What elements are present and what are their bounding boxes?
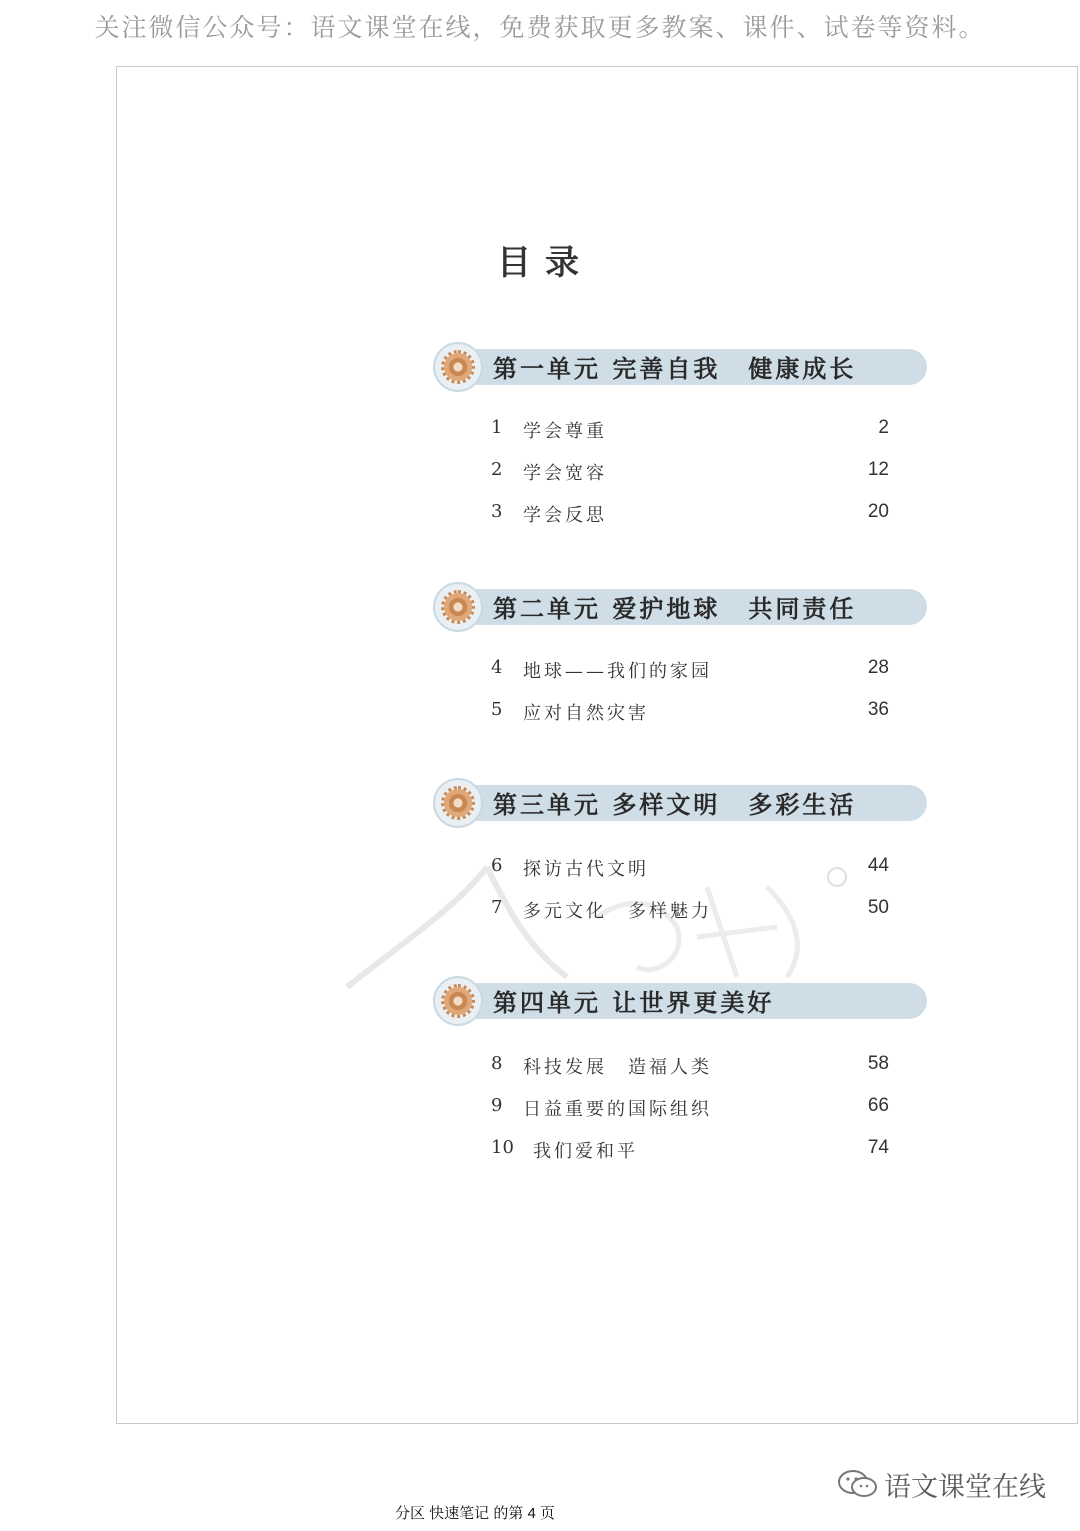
lesson-number: 4 (491, 657, 503, 678)
toc-entry[interactable] (491, 657, 889, 687)
toc-entry[interactable] (491, 855, 889, 885)
lesson-page: 28 (867, 657, 889, 678)
page-title: 目录 (497, 243, 593, 283)
toc-entry[interactable] (491, 459, 889, 489)
flower-emblem-icon (433, 342, 483, 392)
lesson-number: 5 (491, 699, 503, 720)
brand-badge (836, 1466, 1046, 1502)
lesson-number: 2 (491, 459, 503, 480)
toc-entry[interactable] (491, 1053, 889, 1083)
lesson-page: 44 (867, 855, 889, 876)
lesson-page: 66 (867, 1095, 889, 1116)
lesson-number: 9 (491, 1095, 503, 1116)
unit-header (433, 345, 927, 393)
footer-page-label: 分区 快速笔记 的第 4 页 (395, 1505, 556, 1522)
lesson-name: 应对自然灾害 (523, 703, 649, 724)
lesson-name: 地球——我们的家园 (523, 661, 712, 682)
lesson-number: 1 (491, 417, 503, 438)
unit-header (433, 781, 927, 829)
lesson-name: 学会反思 (523, 505, 607, 526)
unit-title: 第一单元 完善自我 健康成长 (493, 354, 857, 383)
top-banner: 关注微信公众号：语文课堂在线，免费获取更多教案、课件、试卷等资料。 (94, 13, 986, 42)
lesson-number: 3 (491, 501, 503, 522)
lesson-page: 50 (867, 897, 889, 918)
lesson-number: 8 (491, 1053, 503, 1074)
lesson-page: 2 (878, 417, 889, 438)
toc-entry[interactable] (491, 1095, 889, 1125)
lesson-name: 探访古代文明 (523, 859, 649, 880)
lesson-number: 10 (491, 1137, 514, 1158)
lesson-page: 74 (867, 1137, 889, 1158)
toc-entry[interactable] (491, 699, 889, 729)
lesson-name: 学会宽容 (523, 463, 607, 484)
unit-title: 第二单元 爱护地球 共同责任 (493, 594, 857, 623)
lesson-name: 日益重要的国际组织 (523, 1099, 712, 1120)
unit-title: 第三单元 多样文明 多彩生活 (493, 790, 857, 819)
lesson-name: 学会尊重 (523, 421, 607, 442)
toc-entry[interactable] (491, 897, 889, 927)
lesson-name: 科技发展 造福人类 (523, 1057, 712, 1078)
flower-emblem-icon (433, 778, 483, 828)
textbook-page (116, 66, 1078, 1424)
unit-title: 第四单元 让世界更美好 (493, 988, 775, 1017)
unit-header (433, 585, 927, 633)
lesson-name: 多元文化 多样魅力 (523, 901, 712, 922)
flower-emblem-icon (433, 976, 483, 1026)
lesson-name: 我们爱和平 (533, 1141, 638, 1162)
flower-emblem-icon (433, 582, 483, 632)
lesson-number: 7 (491, 897, 503, 918)
toc-entry[interactable] (491, 501, 889, 531)
unit-header (433, 979, 927, 1027)
toc-entry[interactable] (491, 417, 889, 447)
toc-entry[interactable] (491, 1137, 889, 1167)
brand-name: 语文课堂在线 (884, 1471, 1046, 1503)
lesson-page: 36 (867, 699, 889, 720)
lesson-page: 12 (867, 459, 889, 480)
lesson-page: 58 (867, 1053, 889, 1074)
wechat-icon (836, 1468, 880, 1500)
lesson-number: 6 (491, 855, 503, 876)
lesson-page: 20 (867, 501, 889, 522)
